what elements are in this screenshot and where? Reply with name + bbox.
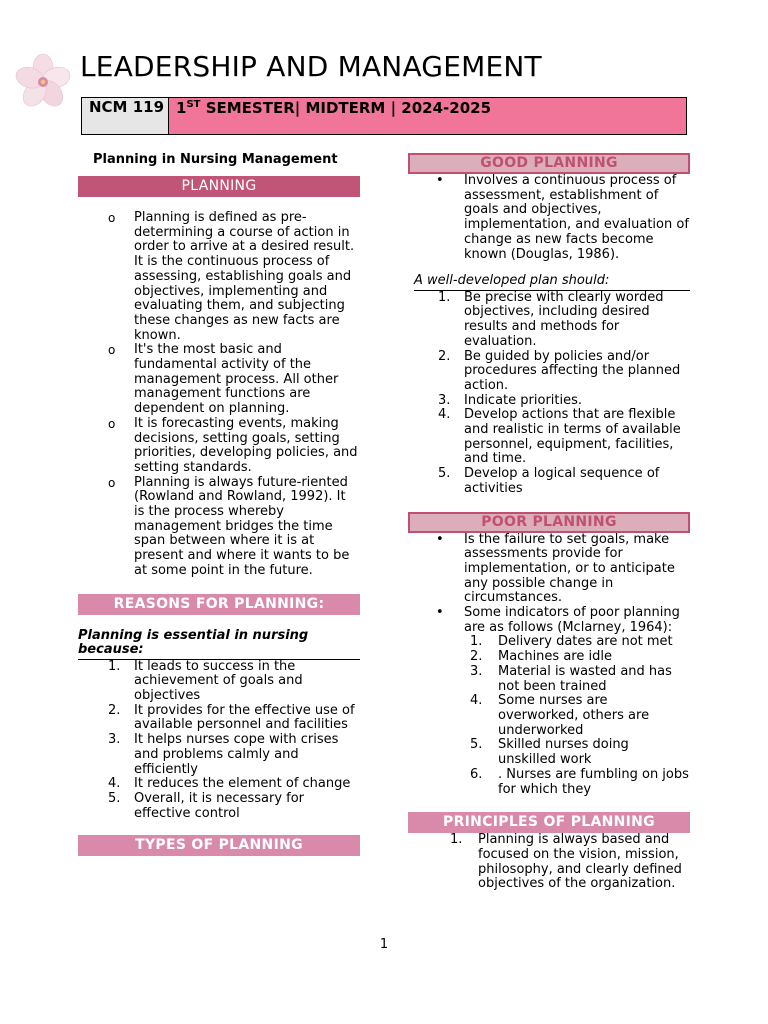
semester-label <box>169 98 686 134</box>
semester-details: SEMESTER| MIDTERM | 2024-2025 <box>200 99 492 117</box>
plan-lead: A well-developed plan should: <box>414 274 690 291</box>
circle-bullet-icon: o <box>108 475 116 490</box>
list-item: 5. Develop a logical sequence of activities <box>438 466 660 496</box>
semester-suffix: ST <box>186 99 201 110</box>
list-item: • Some indicators of poor planning are as follows (Mclarney, 1964): <box>436 605 680 635</box>
list-item: 6. . Nurses are fumbling on jobs for which they <box>470 766 689 797</box>
bullet-icon: • <box>436 173 444 188</box>
list-item: 4. Some nurses are overworked, others are underworked <box>470 693 650 738</box>
types-heading: TYPES OF PLANNING <box>78 835 360 856</box>
poor-indicators-list <box>408 635 690 797</box>
flower-logo <box>12 50 74 112</box>
poor-planning-heading: POOR PLANNING <box>408 512 690 533</box>
course-info-bar <box>81 97 687 135</box>
list-item: 1. Be precise with clearly worded objectives, including desired results and methods for evaluation. <box>438 289 664 349</box>
document-title: LEADERSHIP AND MANAGEMENT <box>80 50 542 83</box>
list-item: • Is the failure to set goals, make assessments provide for implementation, or to anticipate any possible change in circumstances. <box>436 531 675 606</box>
list-item: 5. Overall, it is necessary for effective control <box>108 790 305 821</box>
reasons-heading: REASONS FOR PLANNING: <box>78 594 360 615</box>
circle-bullet-icon: o <box>108 211 116 225</box>
semester-number: 1 <box>176 99 187 117</box>
plan-list <box>408 291 690 497</box>
poor-planning-list <box>408 533 690 636</box>
reasons-list <box>78 660 360 822</box>
list-item: o Planning is defined as pre-determining a course of action in order to arrive at a desired result. It is the continuous process of assessing, establishing goals and objectives, implementing and evaluating them, and subjecting these changes as new facts are known. <box>108 210 355 343</box>
section-subtitle: Planning in Nursing Management <box>93 152 338 167</box>
right-column <box>408 153 690 892</box>
list-item: 2. It provides for the effective use of available personnel and facilities <box>108 702 355 733</box>
list-item: o Planning is always future-riented (Rowland and Rowland, 1992). It is the process whereby management bridges the time span between where it is at present and where it wants to be at some point in the future. <box>108 474 350 578</box>
list-item: 1. It leads to success in the achievement of goals and objectives <box>108 658 303 703</box>
reasons-lead: Planning is essential in nursing because: <box>78 629 360 660</box>
principles-list <box>408 833 690 892</box>
bullet-icon: • <box>436 531 444 547</box>
list-item: 1. Planning is always based and focused on the vision, mission, philosophy, and clearly defined objectives of the organization. <box>450 832 682 892</box>
planning-heading: PLANNING <box>78 176 360 197</box>
list-item: 3. Material is wasted and has not been trained <box>470 663 672 694</box>
good-planning-list <box>408 174 690 262</box>
list-item: 2. Be guided by policies and/or procedures affecting the planned action. <box>438 348 681 393</box>
page-number: 1 <box>379 937 389 952</box>
list-item: 3. It helps nurses cope with crises and problems calmly and efficiently <box>108 732 339 777</box>
left-column <box>78 150 360 856</box>
planning-list <box>78 211 360 579</box>
list-item: 1. Delivery dates are not met <box>470 634 673 650</box>
list-item: 2. Machines are idle <box>470 649 612 665</box>
good-planning-heading: GOOD PLANNING <box>408 153 690 174</box>
list-item: o It's the most basic and fundamental activity of the management process. All other management functions are dependent on planning. <box>108 342 339 417</box>
list-item: 4. It reduces the element of change <box>108 776 351 792</box>
bullet-icon: • <box>436 605 444 621</box>
course-code: NCM 119 <box>82 98 169 134</box>
list-item: 4. Develop actions that are flexible and realistic in terms of available personnel, equipment, facilities, and time. <box>438 407 681 467</box>
list-item: 3. Indicate priorities. <box>438 392 583 408</box>
circle-bullet-icon: o <box>108 343 116 358</box>
list-item: o It is forecasting events, making decisions, setting goals, setting priorities, developing policies, and setting standards. <box>108 415 358 475</box>
circle-bullet-icon: o <box>108 416 116 431</box>
list-item: • Involves a continuous process of assessment, establishment of goals and objectives, implementation, and evaluation of change as new facts become known (Douglas, 1986). <box>436 173 689 262</box>
list-item: 5. Skilled nurses doing unskilled work <box>470 737 629 768</box>
principles-heading: PRINCIPLES OF PLANNING <box>408 812 690 833</box>
